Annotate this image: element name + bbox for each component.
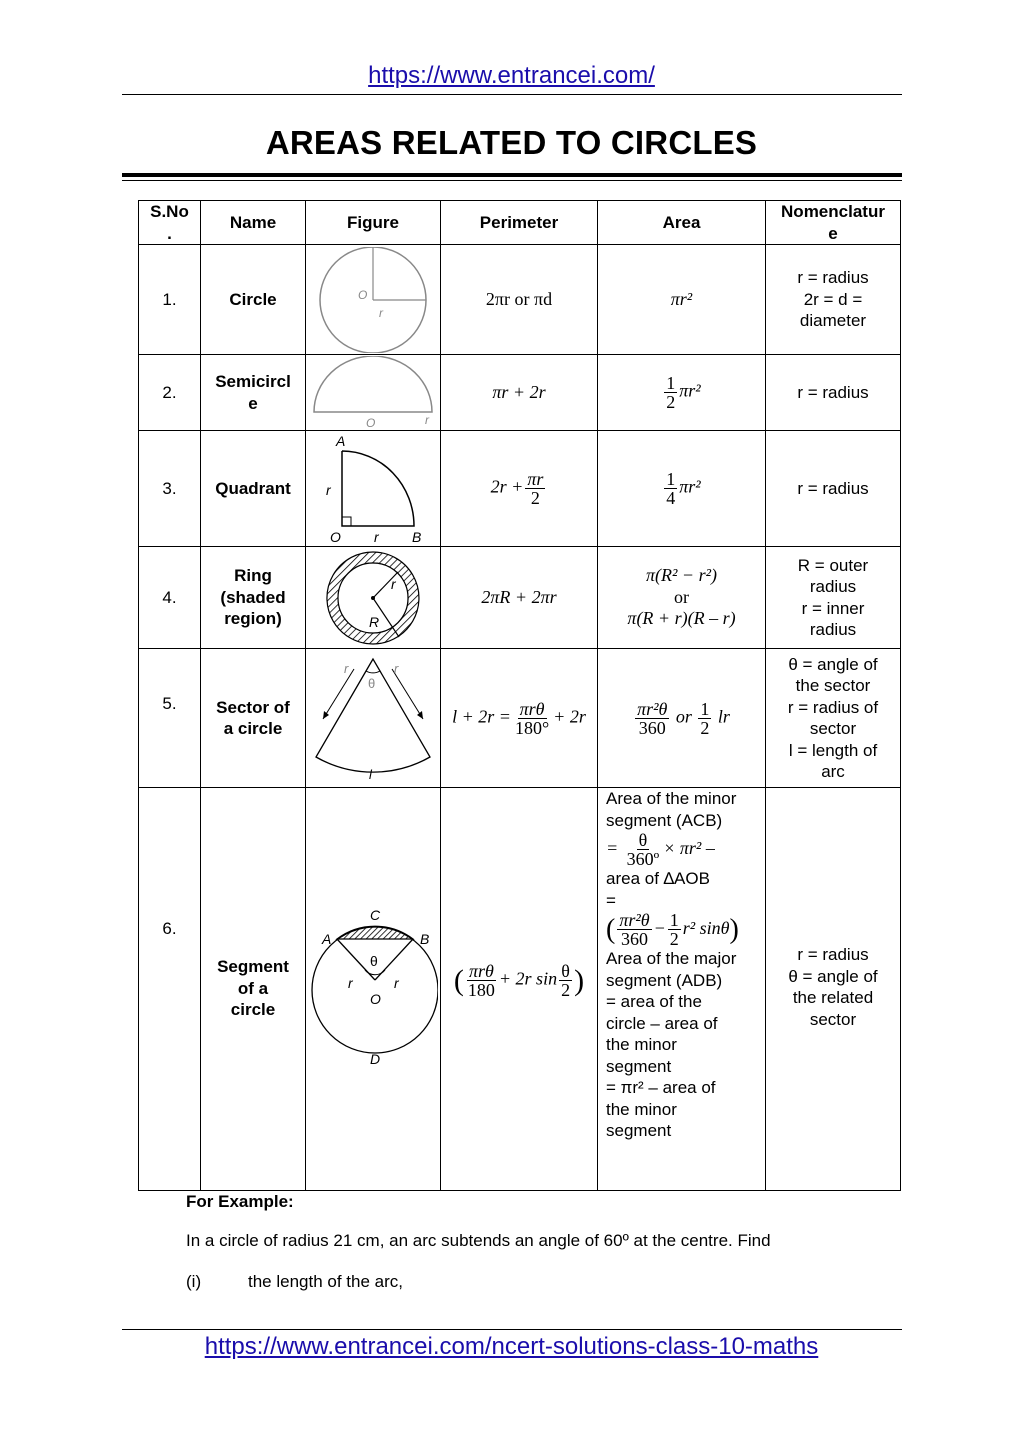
header-divider [122,94,902,95]
table-row [139,245,901,355]
row-perimeter: 2πr or πd [441,245,598,355]
ring-label-R: R [369,613,380,630]
row-perimeter: 2πR + 2πr [441,547,598,649]
segment-label-r2: r [394,975,399,991]
quadrant-label-b: B [412,528,422,545]
quadrant-label-o: O [330,528,341,545]
segment-label-b: B [420,931,430,947]
row-nomenclature: r = radius [766,355,901,431]
row-perimeter: l + 2r = $\frac{\text{πrθ}}{180^\circ}$ + 2r [441,649,598,788]
row-area: $\frac{1}{2}$ πr² [598,355,766,431]
header-sno: S.No . [139,201,201,245]
semicircle-figure [306,355,441,431]
row-area: Area of the minor segment (ACB) = $\frac{\theta}{\text{360º}}$ × πr² – area of ∆AOB = ( $\frac{\text{πr²θ}}{360}$ − $\frac{1}{2}$ r² sinθ) Area of the major segment (ADB) = area of the circle – area of the minor segment = πr² – area of the minor segment [598,788,766,1191]
quadrant-label-r2: r [374,528,379,545]
quadrant-label-a: A [336,432,346,449]
circle-label-o: O [358,287,368,302]
sector-label-l: l [369,767,372,782]
table-header-row [139,201,901,245]
semicircle-label-r: r [425,412,429,427]
footer-link[interactable]: https://www.entrancei.com/ncert-solutions-class-10-maths [204,1333,819,1360]
segment-label-r1: r [348,975,353,991]
segment-figure [306,788,441,1191]
row-perimeter: ( $\frac{\text{πrθ}}{180}$ + 2r sin $\frac{\theta}{2}$ ) [441,788,598,1191]
row-nomenclature: r = radius 2r = d = diameter [766,245,901,355]
segment-label-a: A [322,931,332,947]
circle-figure [306,245,441,355]
example-item-text: the length of the arc, [248,1272,403,1291]
header-figure: Figure [306,201,441,245]
row-sno: 2. [139,355,201,431]
example-label: For Example: [186,1192,294,1211]
sector-figure [306,649,441,788]
sector-label-r2: r [394,661,399,676]
row-nomenclature: r = radius θ = angle of the related sector [766,788,901,1191]
table-row [139,547,901,649]
row-area: π(R² − r²) or π(R + r)(R – r) [598,547,766,649]
sector-label-r1: r [344,661,349,676]
example-item [186,1272,403,1292]
row-name: Quadrant [201,431,306,547]
row-nomenclature: r = radius [766,431,901,547]
formula-table [138,200,901,1191]
header-name: Name [201,201,306,245]
example-text: In a circle of radius 21 cm, an arc subtends an angle of 60º at the centre. Find [186,1231,771,1250]
header-link-container [0,62,1023,90]
footer-divider [122,1329,902,1330]
table-row [139,788,901,1191]
ring-label-r: r [391,575,396,592]
row-sno: 3. [139,431,201,547]
quadrant-label-r1: r [326,481,331,498]
header-nomenclature: Nomenclatur e [766,201,901,245]
title-divider-thin [122,180,902,181]
segment-label-theta: θ [370,953,378,969]
ring-figure [306,547,441,649]
header-area: Area [598,201,766,245]
header-perimeter: Perimeter [441,201,598,245]
sector-label-theta: θ [368,676,376,691]
table-row [139,355,901,431]
title-divider-thick [122,173,902,177]
row-nomenclature: R = outer radius r = inner radius [766,547,901,649]
row-perimeter: 2r + $\frac{\pi r}{2}$ [441,431,598,547]
segment-label-d: D [370,1051,381,1066]
row-sno: 6. [139,788,201,1191]
row-name: Semicircl e [201,355,306,431]
row-sno: 5. [139,649,201,788]
row-nomenclature: θ = angle of the sector r = radius of sector l = length of arc [766,649,901,788]
row-name: Circle [201,245,306,355]
segment-label-c: C [370,907,381,923]
footer-link-container [0,1333,1023,1361]
circle-label-r: r [379,305,383,320]
row-name: Ring (shaded region) [201,547,306,649]
row-name: Sector of a circle [201,649,306,788]
example-item-marker: (i) [186,1272,202,1291]
table-row [139,649,901,788]
row-area: πr² [598,245,766,355]
row-sno: 1. [139,245,201,355]
row-area: $\frac{1}{4}$ πr² [598,431,766,547]
segment-label-o: O [370,991,381,1007]
formula-table-wrapper [138,200,900,1191]
row-sno: 4. [139,547,201,649]
semicircle-label-o: O [366,415,376,430]
table-row [139,431,901,547]
row-perimeter: πr + 2r [441,355,598,431]
header-link[interactable]: https://www.entrancei.com/ [368,62,655,89]
row-area: $\frac{\text{πr²θ}}{360}$ or $\frac{1}{2}$ lr [598,649,766,788]
row-name: Segment of a circle [201,788,306,1191]
quadrant-figure [306,431,441,547]
page-title: AREAS RELATED TO CIRCLES [265,124,758,161]
